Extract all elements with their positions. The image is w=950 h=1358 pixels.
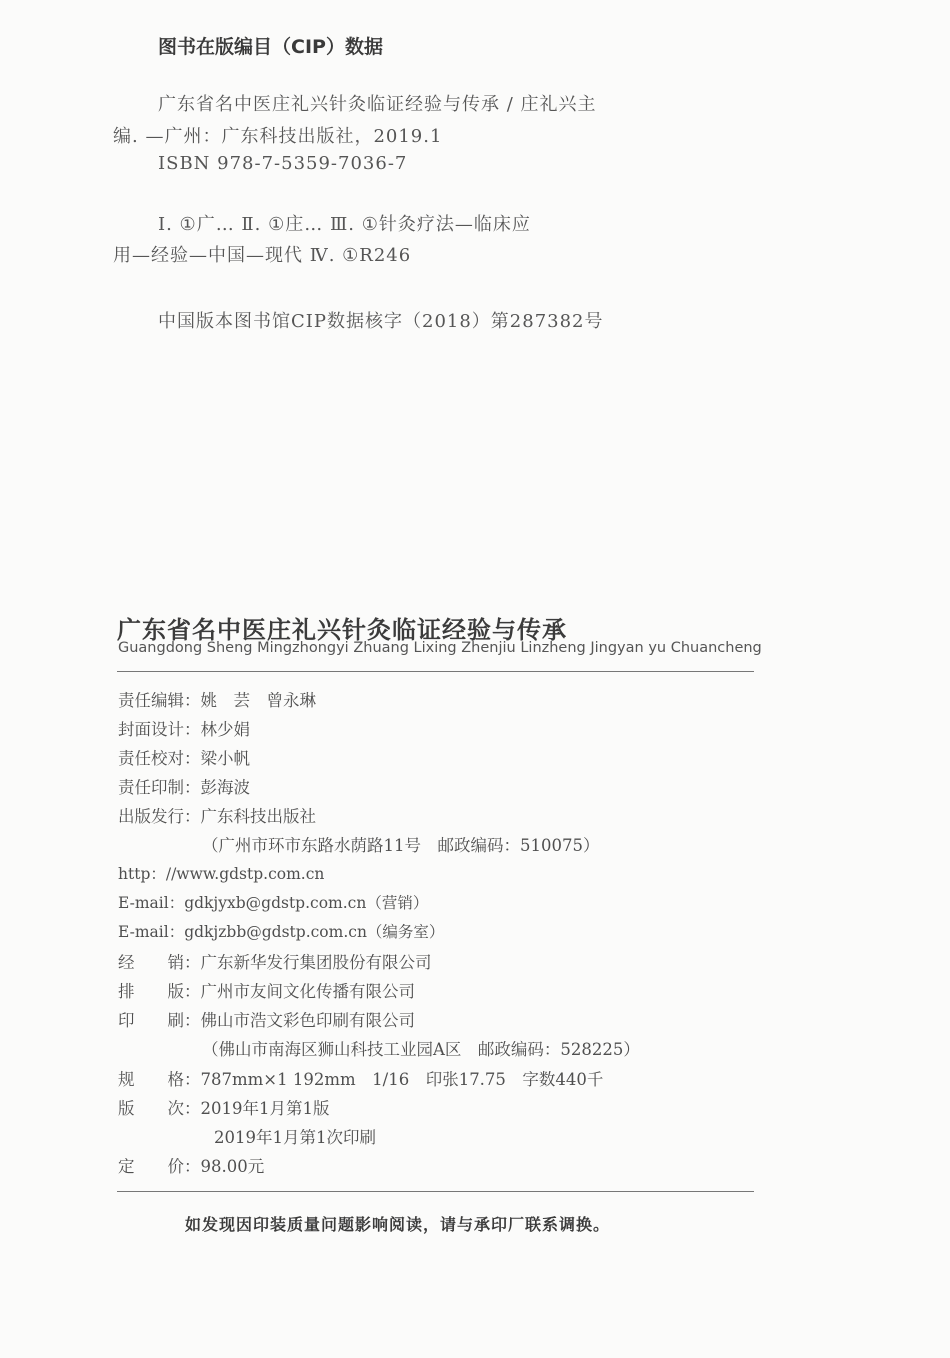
price-label: 定 价： [118, 1157, 201, 1176]
printing-date: 2019年1月第1次印刷 [214, 1128, 376, 1147]
edition-row [118, 1095, 330, 1119]
editor-row [118, 687, 316, 711]
book-pinyin-title: Guangdong Sheng Mingzhongyi Zhuang Lixing Zhenjiu Linzheng Jingyan yu Chuancheng [118, 640, 762, 656]
printer-label: 印 刷： [118, 1011, 201, 1030]
print-manager-value: 彭海波 [200, 778, 250, 797]
proofreader-label: 责任校对： [118, 749, 201, 768]
publisher-address: （广州市环市东路水荫路11号 邮政编码：510075） [202, 836, 600, 855]
editor-value: 姚 芸 曾永琳 [200, 691, 316, 710]
top-divider [117, 671, 754, 672]
proofreader-value: 梁小帆 [200, 749, 250, 768]
cip-title-line: 广东省名中医庄礼兴针灸临证经验与传承 / 庄礼兴主 [158, 94, 597, 115]
price-value: 98.00元 [200, 1157, 265, 1176]
email-marketing: E-mail：gdkjyxb@gdstp.com.cn（营销） [118, 894, 429, 912]
cip-heading: 图书在版编目（CIP）数据 [158, 36, 383, 58]
cover-design-row [118, 716, 250, 740]
cip-classification-line-1: Ⅰ. ①广… Ⅱ. ①庄… Ⅲ. ①针灸疗法—临床应 [158, 214, 531, 235]
website-url: http：//www.gdstp.com.cn [118, 865, 325, 883]
typesetting-row [118, 978, 415, 1002]
distributor-value: 广东新华发行集团股份有限公司 [200, 953, 432, 972]
cip-isbn: ISBN 978-7-5359-7036-7 [158, 153, 408, 174]
distributor-row [118, 949, 432, 973]
print-manager-row [118, 774, 250, 798]
email-editorial: E-mail：gdkjzbb@gdstp.com.cn（编务室） [118, 923, 445, 941]
publisher-value: 广东科技出版社 [200, 807, 316, 826]
specification-value: 787mm×1 192mm 1/16 印张17.75 字数440千 [200, 1070, 604, 1089]
publisher-row [118, 803, 316, 827]
printer-row [118, 1007, 415, 1031]
printer-address: （佛山市南海区狮山科技工业园A区 邮政编码：528225） [202, 1040, 640, 1059]
cip-publisher-line: 编. —广州：广东科技出版社，2019.1 [113, 126, 443, 147]
book-title: 广东省名中医庄礼兴针灸临证经验与传承 [117, 616, 567, 644]
printer-value: 佛山市浩文彩色印刷有限公司 [200, 1011, 415, 1030]
quality-notice: 如发现因印装质量问题影响阅读，请与承印厂联系调换。 [185, 1215, 611, 1234]
editor-label: 责任编辑： [118, 691, 201, 710]
specification-label: 规 格： [118, 1070, 201, 1089]
specification-row [118, 1066, 603, 1090]
print-manager-label: 责任印制： [118, 778, 201, 797]
price-row [118, 1153, 264, 1177]
cip-classification-line-2: 用—经验—中国—现代 Ⅳ. ①R246 [113, 245, 412, 266]
edition-value: 2019年1月第1版 [200, 1099, 330, 1118]
typesetting-label: 排 版： [118, 982, 201, 1001]
edition-label: 版 次： [118, 1099, 201, 1118]
cip-record-number: 中国版本图书馆CIP数据核字（2018）第287382号 [158, 311, 604, 332]
proofreader-row [118, 745, 250, 769]
cover-design-value: 林少娟 [200, 720, 250, 739]
bottom-divider [117, 1191, 754, 1192]
distributor-label: 经 销： [118, 953, 201, 972]
typesetting-value: 广州市友间文化传播有限公司 [200, 982, 415, 1001]
cover-design-label: 封面设计： [118, 720, 201, 739]
publisher-label: 出版发行： [118, 807, 201, 826]
